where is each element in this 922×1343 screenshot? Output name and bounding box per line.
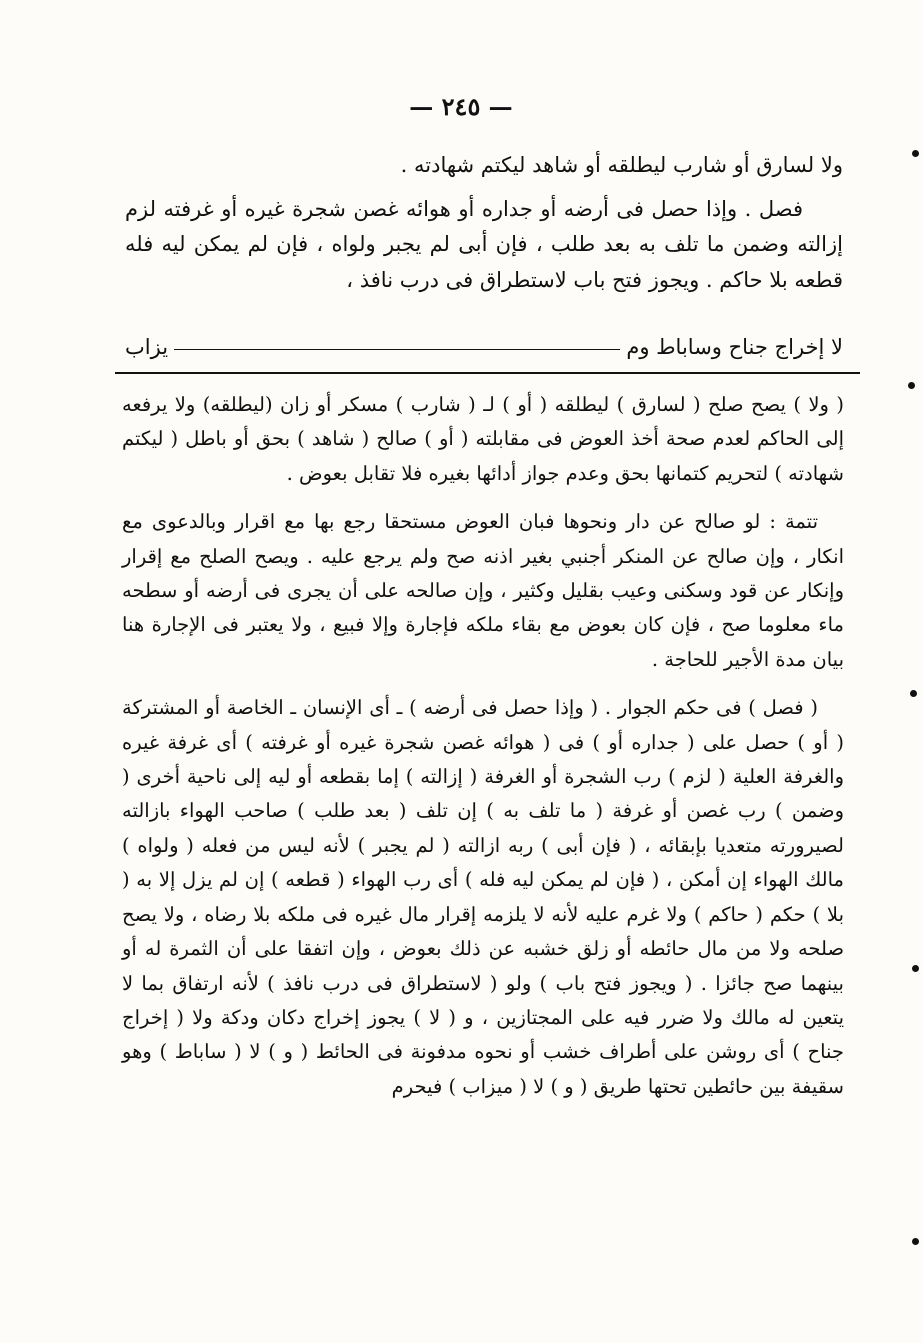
margin-mark	[910, 690, 917, 697]
commentary-paragraph: ( ولا ) يصح صلح ( لسارق ) ليطلقه ( أو ) لـ ( شارب ) مسكر أو زان (ليطلقه) ولا يرفعه إلى الحاكم لعدم صحة أخذ العوض فى مقابلته ( أو ) صالح ( شاهد ) بحق أو باطل ( ليكتم شهادته ) لتحريم كتمانها بحق وعدم جواز أدائها بغيره فلا تقابل بعوض .	[122, 393, 844, 485]
main-text-paragraph: ولا لسارق أو شارب ليطلقه أو شاهد ليكتم شهادته .	[400, 153, 843, 177]
margin-mark	[912, 150, 919, 157]
margin-mark	[912, 965, 919, 972]
page-number: — ٢٤٥ —	[409, 92, 513, 121]
cut-line-start: لا إخراج جناح وساباط وم	[626, 335, 843, 359]
commentary-paragraph: تتمة : لو صالح عن دار ونحوها فبان العوض مستحقا رجع بها مع اقرار وبالدعوى مع انكار ، وإن صالح عن المنكر أجنبي بغير اذنه صح ولم يرجع عليه . ويصح الصلح مع إقرار وإنكار عن قود وسكنى وعيب بقليل وكثير ، وإن صالحه على أن يجرى فى أرضه أو سطحه ماء معلوما صح ، فإن كان بعوض مع بقاء ملكه فإجارة وإلا فبيع ، ولا يعتبر فى الإجارة هنا بيان مدة الأجير للحاجة .	[122, 510, 844, 671]
cut-line-end: يزاب	[125, 335, 169, 359]
commentary-paragraph: ( فصل ) فى حكم الجوار . ( وإذا حصل فى أرضه ) ـ أى الإنسان ـ الخاصة أو المشتركة ( أو ) حصل على ( جداره أو ) فى ( هوائه غصن شجرة غيره أو غرفته ) أى غرفة غيره والغرفة العلية ( لزم ) رب الشجرة أو الغرفة ( إزالته ) إما بقطعه أو ليه إلى ناحية أخرى ( وضمن ) رب غصن أو غرفة ( ما تلف به ) إن تلف ( بعد طلب ) صاحب الهواء بازالته لصيرورته متعديا بإبقائه ، ( فإن أبى ) ربه ازالته ( لم يجبر ) لأنه ليس من فعله ( ولواه ) مالك الهواء إن أمكن ، ( فإن لم يمكن ليه فله ) أى رب الهواء ( قطعه ) إن لم يزل إلا به ( بلا ) حكم ( حاكم ) ولا غرم عليه لأنه لا يلزمه إقرار مال غيره فى ملكه بلا رضاه ، ولا يصح صلحه ولا من مال حائطه أو زلق خشبه عن ذلك بعوض ، وإن اتفقا على أن الثمرة له أو بينهما صح جائزا . ( ويجوز فتح باب ) ولو ( لاستطراق فى درب نافذ ) لأنه ارتفاق بما لا يتعين له مالك ولا ضرر فيه على المجتازين ، و ( لا ) يجوز إخراج دكان ودكة ولا ( إخراج جناح ) أى روشن على أطراف خشب أو نحوه مدفونة فى الحائط ( و ) لا ( ساباط ) وهو سقيفة بين حائطين تحتها طريق ( و ) لا ( ميزاب ) فيحرم	[122, 696, 844, 1098]
margin-mark	[912, 1238, 919, 1245]
section-divider	[115, 372, 860, 374]
main-text-cut-line	[125, 328, 843, 366]
cut-line-dash	[174, 349, 620, 350]
main-text-paragraph: فصل . وإذا حصل فى أرضه أو جداره أو هوائه غصن شجرة غيره أو غرفته لزم إزالته وضمن ما تلف به بعد طلب ، فإن أبى لم يجبر ولواه ، فإن لم يمكن ليه فله قطعه بلا حاكم . ويجوز فتح باب لاستطراق فى درب نافذ ،	[125, 196, 843, 292]
main-text	[125, 148, 843, 298]
commentary-text	[122, 388, 844, 1104]
margin-mark	[908, 382, 915, 389]
